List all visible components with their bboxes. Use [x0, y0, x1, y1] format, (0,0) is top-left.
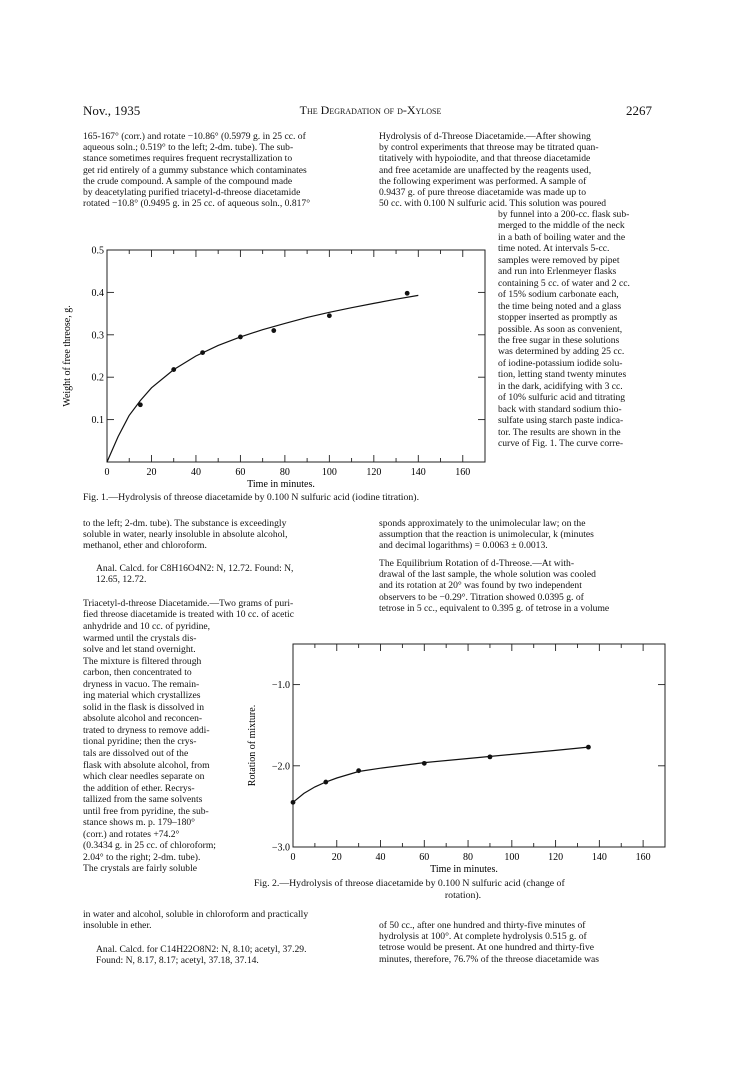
x-tick-label: 120	[548, 852, 564, 863]
text-line: assumption that the reaction is unimolecular, k (minutes	[379, 529, 594, 541]
text-line: by deacetylating purified triacetyl-d-threose diacetamide	[83, 187, 301, 199]
right-column-mid-paragraph	[379, 518, 662, 552]
x-tick-label: 160	[635, 852, 651, 863]
data-point	[586, 745, 591, 750]
text-line: and decimal logarithms) = 0.0063 ± 0.0013.	[379, 540, 548, 552]
text-line: trated to dryness to remove addi-	[83, 724, 210, 736]
text-line: curve of Fig. 1. The curve corre-	[498, 438, 624, 450]
x-tick-label: 20	[146, 467, 157, 478]
data-point	[422, 761, 427, 766]
text-line: possible. As soon as convenient,	[498, 323, 623, 335]
text-line: until free from pyridine, the sub-	[83, 805, 209, 817]
text-line: ing material which crystallizes	[83, 690, 201, 702]
running-header-date: Nov., 1935	[83, 103, 141, 118]
figure-1-chart	[60, 244, 500, 494]
text-line: the time being noted and a glass	[498, 300, 622, 312]
fitted-curve	[293, 747, 588, 802]
data-point	[488, 754, 493, 759]
text-line: titatively with hypoiodite, and that threose diacetamide	[379, 153, 591, 165]
text-line: back with standard sodium thio-	[498, 403, 622, 415]
x-tick-label: 160	[455, 467, 471, 478]
figure-2-chart	[243, 636, 673, 888]
y-tick-label: −2.0	[271, 761, 290, 773]
text-line: in water and alcohol, soluble in chloroform and practically	[83, 909, 309, 920]
x-tick-label: 80	[279, 467, 290, 478]
text-line: of iodine-potassium iodide solu-	[498, 357, 623, 369]
x-tick-label: 40	[190, 467, 201, 478]
text-line: tals are dissolved out of the	[83, 748, 189, 760]
text-line: the crude compound. A sample of the compound made	[83, 175, 293, 187]
y-tick-label: 0.2	[91, 372, 104, 384]
text-line: of 15% sodium carbonate each,	[498, 289, 619, 301]
text-line: absolute alcohol and reconcen-	[83, 713, 203, 725]
plot-frame	[293, 644, 665, 847]
data-point	[138, 402, 143, 407]
text-line: the addition of ether. Recrys-	[83, 782, 195, 794]
y-axis-label: Weight of free threose, g.	[62, 305, 73, 407]
right-narrow-paragraph	[498, 209, 664, 450]
text-line: (0.3434 g. in 25 cc. of chloroform;	[83, 840, 216, 852]
data-point	[171, 367, 176, 372]
text-line: The mixture is filtered through	[83, 655, 202, 667]
text-line: The Equilibrium Rotation of d-Threose.—At with-	[379, 558, 575, 569]
text-line: and free acetamide are unaffected by the reagents used,	[379, 164, 592, 176]
figure-2-caption: Fig. 2.—Hydrolysis of threose diacetamide by 0.100 N sulfuric acid (change of	[254, 878, 565, 889]
text-line: stance sometimes requires frequent recrystallization to	[83, 153, 293, 165]
x-tick-label: 60	[419, 852, 430, 863]
figure-2-caption-cont: rotation).	[444, 890, 482, 901]
data-point	[200, 350, 205, 355]
left-column-bottom-paragraph	[83, 909, 365, 931]
x-tick-label: 120	[366, 467, 382, 478]
text-line: stance shows m. p. 179–180°	[83, 817, 196, 829]
equilibrium-rotation-paragraph	[379, 558, 662, 614]
text-line: in a bath of boiling water and the	[498, 231, 626, 243]
x-axis-label: Time in minutes.	[247, 479, 315, 490]
text-line: merged to the middle of the neck	[498, 220, 625, 232]
text-line: by funnel into a 200-cc. flask sub-	[498, 209, 630, 220]
text-line: which clear needles separate on	[83, 771, 205, 783]
text-line: minutes, therefore, 76.7% of the threose diacetamide was	[379, 953, 600, 965]
data-point	[291, 800, 296, 805]
text-line: and its rotation at 20° was found by two independent	[379, 580, 582, 592]
text-line: samples were removed by pipet	[498, 254, 620, 266]
text-line: Hydrolysis of d-Threose Diacetamide.—After showing	[379, 131, 591, 142]
data-point	[323, 780, 328, 785]
text-line: solid in the flask is dissolved in	[83, 701, 204, 713]
text-line: and run into Erlenmeyer flasks	[498, 266, 617, 278]
right-column-top-paragraph	[379, 131, 662, 209]
text-line: 12.65, 12.72.	[96, 574, 147, 586]
text-line: Triacetyl-d-threose Diacetamide.—Two grams of puri-	[83, 598, 294, 609]
text-line: drawal of the last sample, the whole solution was cooled	[379, 569, 596, 581]
y-tick-label: 0.5	[91, 245, 104, 257]
text-line: get rid entirely of a gummy substance which contaminates	[83, 164, 307, 176]
text-line: 2.04° to the right; 2-dm. tube).	[83, 851, 201, 863]
y-tick-label: 0.4	[91, 287, 104, 299]
analysis-paragraph-2	[96, 944, 365, 966]
text-line: of 10% sulfuric acid and titrating	[498, 392, 626, 404]
running-header-title: The Degradation of d-Xylose	[299, 103, 442, 117]
text-line: was determined by adding 25 cc.	[498, 346, 625, 358]
triacetyl-heading-paragraph	[83, 598, 365, 620]
data-point	[356, 768, 361, 773]
text-line: methanol, ether and chloroform.	[83, 540, 207, 552]
x-axis-label: Time in minutes.	[430, 864, 498, 875]
x-tick-label: 40	[375, 852, 386, 863]
text-line: anhydride and 10 cc. of pyridine,	[83, 621, 211, 632]
data-point	[271, 328, 276, 333]
left-column-mid-paragraph	[83, 518, 365, 552]
text-line: aqueous soln.; 0.519° to the left; 2-dm. tube). The sub-	[83, 142, 294, 154]
text-line: tor. The results are shown in the	[498, 426, 621, 438]
plot-frame	[107, 250, 485, 462]
x-tick-label: 100	[321, 467, 337, 478]
text-line: the free sugar in these solutions	[498, 334, 620, 346]
y-tick-label: 0.3	[91, 330, 104, 342]
text-line: Anal. Calcd. for C8H16O4N2: N, 12.72. Found: N,	[96, 563, 294, 574]
text-line: solve and let stand overnight.	[83, 644, 196, 656]
text-line: 0.9437 g. of pure threose diacetamide was made up to	[379, 187, 587, 199]
text-line: flask with absolute alcohol, from	[83, 759, 210, 771]
x-tick-label: 80	[463, 852, 474, 863]
text-line: (corr.) and rotates +74.2°	[83, 828, 180, 840]
right-column-bottom-paragraph	[379, 920, 662, 965]
text-line: the following experiment was performed. A sample of	[379, 175, 587, 187]
text-line: to the left; 2-dm. tube). The substance is exceedingly	[83, 518, 287, 529]
text-line: tetrose in 5 cc., equivalent to 0.395 g. of tetrose in a volume	[379, 602, 610, 614]
text-line: soluble in water, nearly insoluble in absolute alcohol,	[83, 529, 288, 541]
text-line: 50 cc. with 0.100 N sulfuric acid. This solution was poured	[379, 198, 607, 210]
y-axis-label: Rotation of mixture.	[247, 704, 258, 787]
text-line: fied threose diacetamide is treated with 10 cc. of acetic	[83, 609, 294, 621]
x-tick-label: 0	[290, 852, 296, 863]
y-tick-label: −3.0	[271, 842, 290, 854]
x-tick-label: 140	[591, 852, 607, 863]
analysis-paragraph-1	[96, 563, 365, 585]
text-line: carbon, then concentrated to	[83, 667, 192, 679]
text-line: dryness in vacuo. The remain-	[83, 678, 200, 690]
page-number: 2267	[626, 103, 652, 118]
x-tick-label: 20	[331, 852, 342, 863]
data-point	[238, 335, 243, 340]
text-line: tallized from the same solvents	[83, 794, 203, 806]
text-line: Found: N, 8.17, 8.17; acetyl, 37.18, 37.14.	[96, 955, 259, 967]
text-line: sulfate using starch paste indica-	[498, 415, 624, 427]
text-line: Anal. Calcd. for C14H22O8N2: N, 8.10; acetyl, 37.29.	[96, 944, 307, 955]
text-line: observers to be −0.29°. Titration showed 0.0395 g. of	[379, 591, 584, 603]
figure-1-caption: Fig. 1.—Hydrolysis of threose diacetamide by 0.100 N sulfuric acid (iodine titration).	[83, 492, 420, 503]
data-point	[405, 291, 410, 296]
left-narrow-paragraph	[83, 621, 243, 875]
text-line: tional pyridine; then the crys-	[83, 736, 197, 748]
text-line: by control experiments that threose may be titrated quan-	[379, 142, 599, 154]
text-line: of 50 cc., after one hundred and thirty-five minutes of	[379, 920, 586, 931]
left-column-top-paragraph	[83, 131, 365, 209]
text-line: in the dark, acidifying with 3 cc.	[498, 380, 623, 392]
text-line: tetrose would be present. At one hundred and thirty-five	[379, 942, 595, 954]
y-tick-label: 0.1	[91, 415, 104, 427]
y-tick-label: −1.0	[271, 680, 290, 692]
text-line: sponds approximately to the unimolecular law; on the	[379, 518, 586, 529]
text-line: hydrolysis at 100°. At complete hydrolysis 0.515 g. of	[379, 931, 587, 943]
data-point	[327, 313, 332, 318]
text-line: insoluble in ether.	[83, 920, 152, 932]
text-line: The crystals are fairly soluble	[83, 863, 198, 875]
text-line: tion, letting stand twenty minutes	[498, 369, 627, 381]
text-line: stopper inserted as promptly as	[498, 312, 618, 324]
text-line: rotated −10.8° (0.9495 g. in 25 cc. of aqueous soln., 0.817°	[83, 198, 311, 210]
x-tick-label: 140	[410, 467, 426, 478]
fitted-curve	[107, 295, 418, 462]
x-tick-label: 100	[504, 852, 520, 863]
x-tick-label: 0	[104, 467, 110, 478]
text-line: containing 5 cc. of water and 2 cc.	[498, 277, 630, 289]
text-line: warmed until the crystals dis-	[83, 632, 197, 644]
x-tick-label: 60	[235, 467, 246, 478]
text-line: time noted. At intervals 5-cc.	[498, 243, 610, 255]
text-line: 165-167° (corr.) and rotate −10.86° (0.5979 g. in 25 cc. of	[83, 131, 306, 142]
